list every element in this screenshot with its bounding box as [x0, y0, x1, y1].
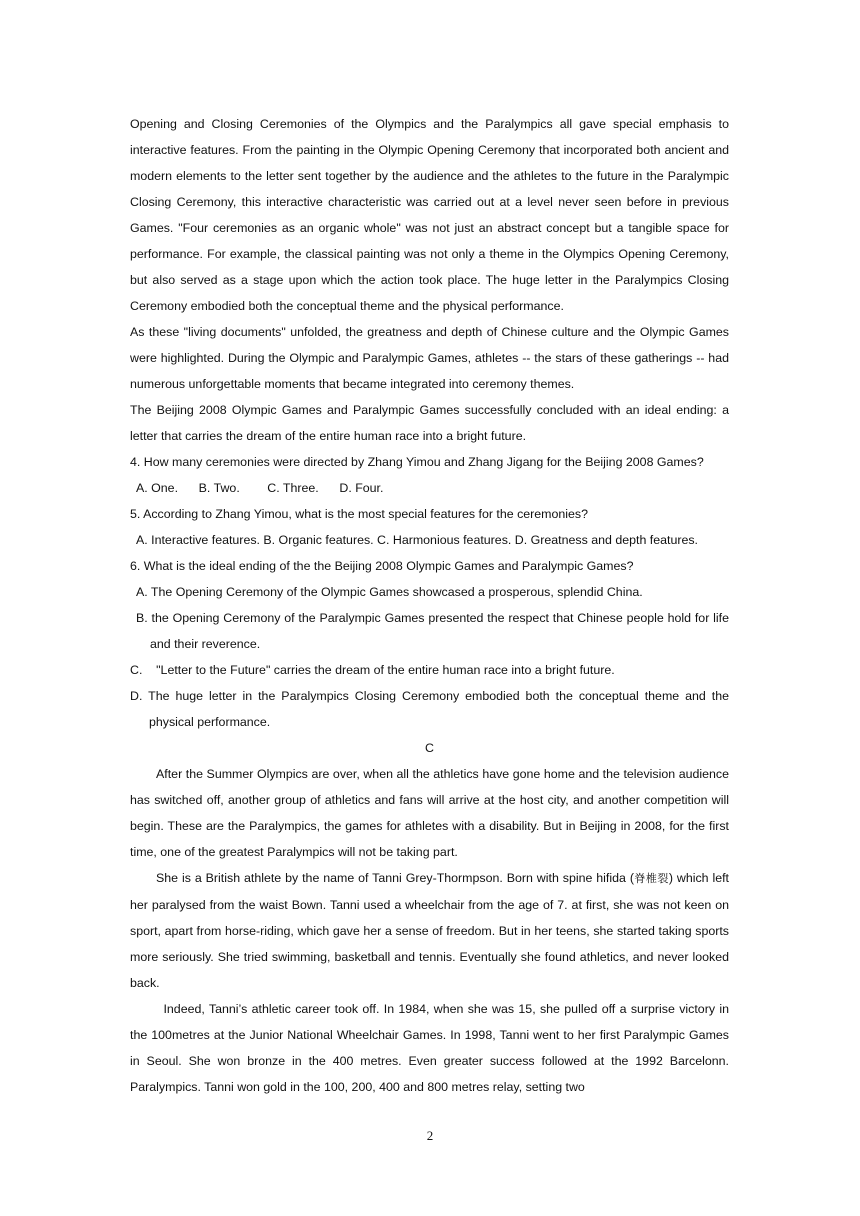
- page-number: 2: [426, 1128, 434, 1143]
- passage-b-paragraph-3: The Beijing 2008 Olympic Games and Paralympic Games successfully concluded with an ideal ending: a letter that carries the dream of the entire human race into a bright future.: [130, 403, 729, 443]
- question-4-stem: 4. How many ceremonies were directed by Zhang Yimou and Zhang Jigang for the Beijing 2008 Games?: [130, 455, 704, 469]
- chinese-gloss: 脊椎裂: [633, 872, 669, 885]
- question-6-option-b: B. the Opening Ceremony of the Paralympic Games presented the respect that Chinese people hold for life and their reverence.: [136, 611, 729, 651]
- question-5-options: A. Interactive features. B. Organic features. C. Harmonious features. D. Greatness and depth features.: [136, 533, 698, 547]
- question-4-options: A. One. B. Two. C. Three. D. Four.: [136, 481, 384, 495]
- question-6-option-d: D. The huge letter in the Paralympics Closing Ceremony embodied both the conceptual theme and the physical performance.: [130, 689, 729, 729]
- question-6-stem: 6. What is the ideal ending of the the Beijing 2008 Olympic Games and Paralympic Games?: [130, 559, 634, 573]
- passage-c-paragraph-2-start: She is a British athlete by the name of Tanni Grey-Thormpson. Born with spine hifida (: [156, 871, 634, 885]
- question-5-stem: 5. According to Zhang Yimou, what is the most special features for the ceremonies?: [130, 507, 589, 521]
- passage-c-paragraph-2-end: ) which left her paralysed from the waist Bown. Tanni used a wheelchair from the age of 7. at first, she was not keen on sport, apart from horse-riding, which gave her a sense of freedom. But in her teens, she started taking sports more seriously. She tried swimming, basketball and tennis. Eventually she found athletics, and never looked back.: [130, 871, 730, 990]
- passage-c-paragraph-1: After the Summer Olympics are over, when all the athletics have gone home and the television audience has switched off, another group of athletics and fans will arrive at the host city, and another competition will begin. These are the Paralympics, the games for athletes with a disability. But in Beijing in 2008, for the first time, one of the greatest Paralympics will not be taking part.: [130, 767, 729, 859]
- passage-b-paragraph-2: As these "living documents" unfolded, the greatness and depth of Chinese culture and the Olympic Games were highlighted. During the Olympic and Paralympic Games, athletes -- the stars of these gatherings -- had numerous unforgettable moments that became integrated into ceremony themes.: [130, 325, 729, 391]
- passage-c-paragraph-3: Indeed, Tanni’s athletic career took off. In 1984, when she was 15, she pulled off a surprise victory in the 100metres at the Junior National Wheelchair Games. In 1998, Tanni went to her first Paralympic Games in Seoul. She won bronze in the 400 metres. Even greater success followed at the 1992 Barcelonn. Paralympics. Tanni won gold in the 100, 200, 400 and 800 metres relay, setting two: [130, 1002, 729, 1094]
- question-6-option-a: A. The Opening Ceremony of the Olympic Games showcased a prosperous, splendid China.: [136, 585, 643, 599]
- passage-c-paragraph-2: [130, 865, 729, 996]
- question-6-option-c: C. "Letter to the Future" carries the dream of the entire human race into a bright future.: [130, 663, 615, 677]
- passage-b-paragraph-1: Opening and Closing Ceremonies of the Olympics and the Paralympics all gave special emphasis to interactive features. From the painting in the Olympic Opening Ceremony that incorporated both ancient and modern elements to the letter sent together by the audience and the athletes to the future in the Paralympic Closing Ceremony, this interactive characteristic was carried out at a level never seen before in previous Games. "Four ceremonies as an organic whole" was not just an abstract concept but a tangible space for performance. For example, the classical painting was not only a theme in the Olympics Opening Ceremony, but also served as a stage upon which the action took place. The huge letter in the Paralympics Closing Ceremony embodied both the conceptual theme and the physical performance.: [130, 117, 729, 313]
- passage-c-heading: C: [425, 741, 434, 755]
- page-content: [130, 111, 729, 1100]
